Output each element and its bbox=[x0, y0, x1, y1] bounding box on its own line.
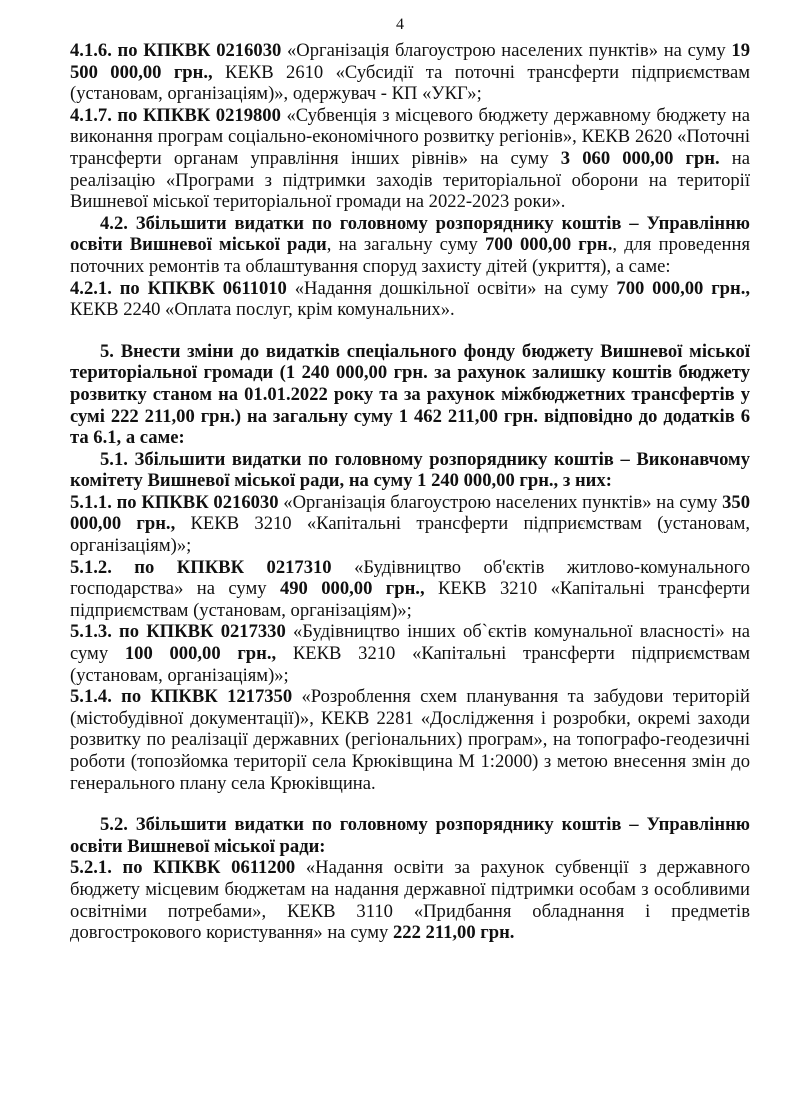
clause-heading: 4.1.6. по КПКВК 0216030 bbox=[70, 40, 282, 61]
clause-text: на реалізацію «Програми з підтримки заходів територіальної оборони на території Вишневої міської територіальної громади на 2022-2023 роки». bbox=[70, 147, 750, 213]
clause-amount: 700 000,00 грн., bbox=[616, 277, 750, 299]
clause-amount: 222 211,00 грн. bbox=[392, 922, 515, 944]
clause-heading: 5.2.1. по КПКВК 0611200 bbox=[70, 857, 296, 879]
clause-text: КЕКВ 3210 «Капітальні трансферти підприємствам (установам, організаціям)»; bbox=[70, 578, 750, 621]
clause-5-1-3 bbox=[70, 621, 750, 686]
page-number: 4 bbox=[396, 16, 404, 33]
clause-amount: 490 000,00 грн., bbox=[279, 578, 425, 600]
section-spacer bbox=[70, 321, 750, 341]
section-spacer bbox=[70, 794, 750, 814]
clause-amount: 3 060 000,00 грн. bbox=[560, 147, 720, 169]
clause-text: КЕКВ 3210 «Капітальні трансферти підприємствам (установам, організаціям)»; bbox=[70, 513, 751, 557]
clause-5-1 bbox=[70, 449, 750, 492]
clause-text: «Будівництво інших об`єктів комунальної власності» на суму bbox=[70, 621, 750, 665]
clause-text: «Будівництво об'єктів житлово-комунального господарства» на суму bbox=[70, 556, 750, 600]
clause-4-1-7 bbox=[70, 105, 750, 213]
clause-amount: 19 500 000,00 грн., bbox=[70, 40, 750, 83]
clause-heading: 4.2. Збільшити видатки по головному розпоряднику коштів – Управлінню освіти Вишневої міської ради bbox=[70, 212, 750, 256]
clause-5-1-4 bbox=[70, 686, 750, 794]
clause-heading: 4.1.7. по КПКВК 0219800 bbox=[70, 104, 281, 126]
clause-heading: 5.1.3. по КПКВК 0217330 bbox=[70, 621, 286, 643]
clause-heading: 4.2.1. по КПКВК 0611010 bbox=[70, 277, 287, 299]
clause-text: КЕКВ 3210 «Капітальні трансферти підприємствам (установам, організаціям)»; bbox=[70, 643, 750, 686]
clause-heading: 5.1.4. по КПКВК 1217350 bbox=[70, 686, 293, 708]
clause-heading: 5.1. Збільшити видатки по головному розпоряднику коштів – Виконавчому комітету Вишневої міської ради, на суму 1 240 000,00 грн., з них: bbox=[70, 448, 750, 492]
clause-text: «Надання освіти за рахунок субвенції з державного бюджету місцевим бюджетам на надання державної підтримки особам з особливими освітніми потребами», КЕКВ 3110 «Придбання обладнання і предметів довгострокового користування» на суму bbox=[70, 857, 750, 944]
clause-4-2-1 bbox=[70, 278, 750, 321]
clause-text: , для проведення поточних ремонтів та облаштування споруд захисту дітей (укриття), а саме: bbox=[70, 234, 751, 277]
clause-amount: 350 000,00 грн., bbox=[70, 491, 750, 535]
clause-5-2 bbox=[70, 814, 750, 857]
clause-text: «Організація благоустрою населених пунктів» на суму bbox=[278, 491, 723, 513]
clause-text: «Надання дошкільної освіти» на суму bbox=[286, 277, 617, 299]
clause-5-2-1 bbox=[70, 857, 750, 943]
clause-text: «Субвенція з місцевого бюджету державному бюджету на виконання програм соціально-економічного розвитку регіонів», КЕКВ 2620 «Поточні трансферти органам управління інших рівнів» на суму bbox=[70, 104, 750, 169]
clause-text: КЕКВ 2610 «Субсидії та поточні трансферти підприємствам (установам, організаціям)», одержувач - КП «УКГ»; bbox=[70, 61, 750, 105]
clause-4-2 bbox=[70, 213, 750, 278]
clause-amount: 100 000,00 грн., bbox=[124, 643, 277, 665]
clause-5-1-1 bbox=[70, 492, 750, 557]
document-body bbox=[70, 40, 750, 944]
clause-heading: 5.1.1. по КПКВК 0216030 bbox=[70, 491, 279, 513]
clause-amount: 700 000,00 грн. bbox=[484, 234, 613, 256]
clause-heading: 5.2. Збільшити видатки по головному розпоряднику коштів – Управлінню освіти Вишневої міської ради: bbox=[70, 814, 750, 857]
clause-heading: 5.1.2. по КПКВК 0217310 bbox=[70, 556, 332, 578]
clause-text: , на загальну суму bbox=[326, 234, 485, 256]
clause-5-1-2 bbox=[70, 557, 750, 622]
clause-text: КЕКВ 2240 «Оплата послуг, крім комунальних». bbox=[70, 299, 455, 321]
section-5 bbox=[70, 341, 750, 449]
clause-4-1-6 bbox=[70, 40, 750, 105]
clause-text: «Організація благоустрою населених пунктів» на суму bbox=[281, 40, 732, 61]
section-text: 5. Внести зміни до видатків спеціального фонду бюджету Вишневої міської територіальної громади (1 240 000,00 грн. за рахунок залишку коштів бюджету розвитку станом на 01.01.2022 року та за рахунок міжбюджетних трансфертів у сумі 222 211,00 грн.) на загальну суму 1 462 211,00 грн. відповідно до додатків 6 та 6.1, а саме: bbox=[70, 340, 750, 449]
clause-text: «Розроблення схем планування та забудови територій (містобудівної документації)», КЕКВ 2281 «Дослідження і розробки, окремі заходи розвитку по реалізації державних (регіональних) програм», на топографо-геодезичні роботи (топозйомка території села Крюківщина М 1:2000) з метою внесення змін до генерального плану села Крюківщина. bbox=[70, 686, 750, 794]
